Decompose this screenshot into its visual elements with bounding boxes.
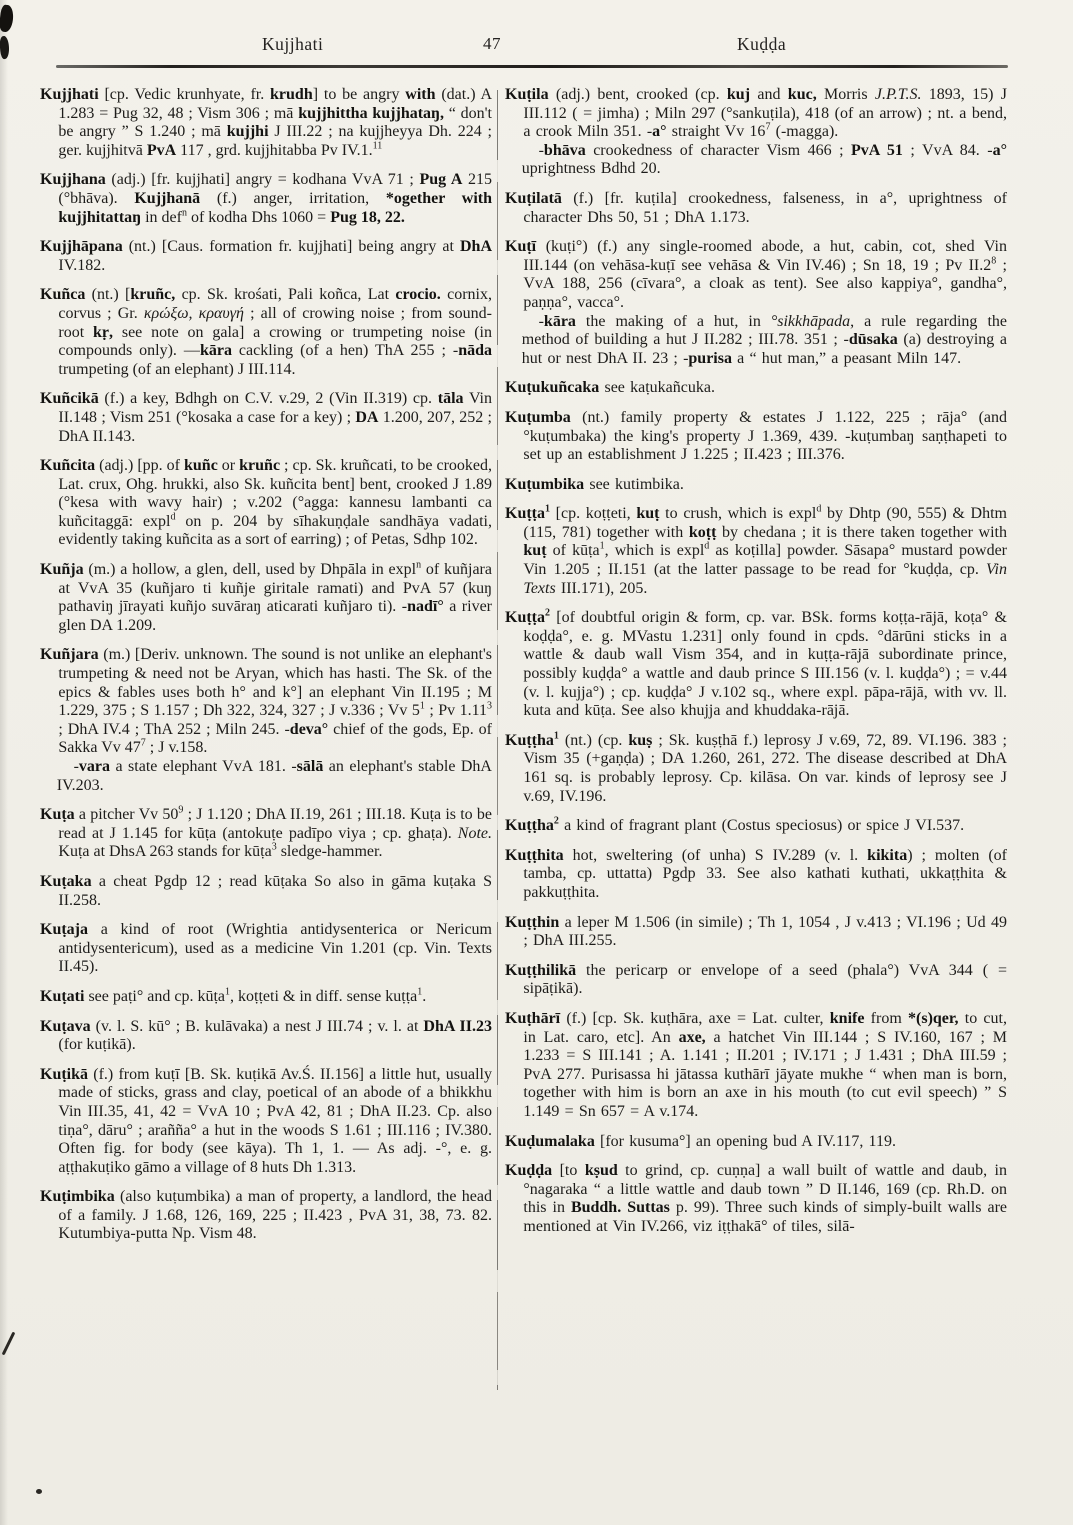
text-segment: 9 [178, 804, 184, 816]
headword: Kuñja [40, 561, 84, 579]
headword: Kuṭilatā [505, 189, 562, 207]
text-segment: a leper M 1.506 (in simile) ; Th 1, 1054 , J v.413 ; VI.196 ; Ud 49 ; DhA III.255. [523, 913, 1007, 950]
dictionary-entry [505, 86, 1007, 179]
text-segment: (nt.) [ [85, 286, 131, 304]
dictionary-entry [40, 171, 492, 227]
dictionary-entry [40, 806, 492, 862]
text-segment: cp. Sk. krośati, Pali koñca, Lat [175, 286, 396, 304]
text-segment: (nt.) family property & estates J 1.122, 225 ; rāja° (and °kuṭumbaka) the king's property J 1.369, 439. -kuṭumbaŋ saṇṭhapeti to set up an establishment J 1.225 ; II.423 ; III.376. [523, 408, 1007, 464]
text-segment: kuj [726, 86, 751, 103]
text-segment: (-magga). [770, 123, 839, 141]
column-gutter [492, 86, 505, 1244]
text-segment: Buddh. [570, 1199, 622, 1217]
dictionary-entry [505, 379, 1007, 398]
entry-compound-line [40, 758, 492, 795]
text-segment: Morris [816, 86, 875, 103]
header-rule [56, 65, 1008, 68]
text-segment: n [416, 559, 422, 571]
text-segment: kāra [199, 342, 232, 360]
text-segment: [cp. Vedic krunhyate, fr. [98, 86, 271, 103]
text-segment: a° [992, 141, 1007, 159]
entry-text [505, 914, 1007, 951]
text-segment: the pericarp or envelope of a seed (phala°) VvA 344 ( = sipāṭikā). [523, 961, 1007, 998]
text-segment: a pitcher Vv 50 [74, 806, 179, 824]
text-segment: , a rule regarding the method of building a hut J II.282 ; III.78. 351 ; - [521, 312, 1007, 349]
text-segment: kuc, [787, 86, 817, 103]
text-segment: from [864, 1009, 909, 1027]
text-segment: ; all of crowing noise ; from sound-root [58, 304, 492, 341]
dictionary-entry [505, 505, 1007, 598]
text-segment: kuṭ [523, 542, 547, 560]
dictionary-entry [505, 1133, 1007, 1152]
text-segment: (m.) [Deriv. unknown. The sound is not unlike an elephant's trumpeting & need not be Aryan, which has hasti. The Sk. of the epics & fables uses both h° and k°] an elephant Vin II.195 ; M 1.229, 375 ; S 1.157 ; Dh 322, 324, 327 ; J v.336 ; Vv 5 [58, 646, 492, 720]
text-segment: bhāva [543, 141, 586, 159]
text-segment: DhA [459, 238, 492, 256]
dictionary-entry [505, 1162, 1007, 1236]
text-segment: (adj.) bent, crooked (cp. [548, 86, 727, 103]
entry-text [40, 171, 492, 227]
text-segment: kṣud [584, 1162, 618, 1180]
text-segment: J.P.T.S. [874, 86, 922, 103]
entry-text [40, 1066, 492, 1178]
text-segment: (dat.) A 1.283 = Pug 32, 48 ; Vism 306 ; mā [58, 86, 493, 122]
entry-text [505, 409, 1007, 465]
text-segment: J III.22 ; na kujjheyya Dh. 224 ; ger. kujjhitvā [58, 123, 492, 159]
text-segment: 1 [599, 541, 605, 553]
text-segment: - [73, 758, 79, 775]
text-segment: *(s)qer, [908, 1009, 959, 1027]
text-segment: see kaṭukañcuka. [599, 379, 715, 397]
headword: Kujjhati [40, 86, 99, 103]
text-segment: ; VvA 84. - [902, 141, 993, 159]
text-segment: nadī° [407, 598, 444, 616]
entry-text [40, 1188, 492, 1244]
dictionary-entry [505, 238, 1007, 368]
text-segment: 2 [553, 815, 559, 827]
headword: Kuñjara [40, 646, 99, 664]
text-segment: n [181, 207, 187, 219]
dictionary-entry [40, 561, 492, 635]
text-segment: kuñc [184, 457, 218, 475]
text-segment: by chedana ; it is there taken together with [716, 523, 1007, 541]
entry-text [505, 379, 1007, 398]
text-segment: 8 [991, 255, 997, 267]
text-segment: (adj.) [fr. kujjhati] angry = kodhana VvA 71 ; [105, 171, 420, 189]
dictionary-entry [40, 646, 492, 795]
text-segment: IV.182. [58, 256, 106, 274]
left-column [40, 86, 492, 1244]
text-segment: knife [829, 1009, 865, 1027]
text-segment: nāda [458, 342, 493, 360]
text-segment: III.171), 205. [555, 579, 648, 597]
text-segment: uprightness Bdhd 20. [521, 160, 661, 178]
text-segment: 1 [545, 503, 550, 515]
text-segment: cornix, corvus ; Gr. [58, 286, 492, 322]
page-body [40, 86, 1007, 1244]
scan-artifact [36, 1489, 42, 1494]
text-segment: (f.) [fr. kuṭila] crookedness, falseness, in a°, uprightness of character Dhs 50, 51 ; DhA 1.173. [523, 189, 1007, 226]
text-segment: 3 [271, 842, 277, 854]
text-segment: (adj.) [pp. of [95, 457, 184, 475]
dictionary-entry [505, 732, 1007, 806]
text-segment: , koṭṭeti & in diff. sense kuṭṭa [230, 987, 418, 1005]
text-segment: (a) destroying a hut or nest DhA II. 23 ; - [521, 331, 1007, 367]
text-segment: an elephant's stable DhA IV.203. [56, 758, 492, 794]
text-segment: (kuṭi°) (f.) any single-roomed abode, a hut, cabin, cot, shed Vin III.144 (on vehāsa-kuṭī see vehāsa & Vin IV.46) ; Sn 18, 19 ; Pv II.2 [523, 238, 1007, 274]
entry-text [40, 988, 492, 1007]
text-segment: on p. 204 by sīhakuṇḍale sandhāya vadati, evidently taking kuñcita as a sort of earring) ; of Petas, Sdhp 102. [58, 512, 492, 549]
text-segment: (f.) [cp. Sk. kuṭhāra, axe = Lat. culter, [560, 1009, 830, 1027]
entry-text [505, 847, 1007, 903]
dictionary-entry [40, 1018, 492, 1055]
headword: Kuṭī [505, 238, 537, 256]
text-segment: by Dhtp (90, 555) & Dhtm (115, 781) together with [523, 505, 1007, 541]
right-column [505, 86, 1007, 1236]
dictionary-entry [505, 409, 1007, 465]
text-segment: [for kusuma°] an opening bud A IV.117, 119. [594, 1132, 896, 1150]
text-segment: (nt.) (cp. [558, 731, 629, 749]
text-segment: of kodha Dhs 1060 = [186, 208, 331, 226]
text-segment: (nt.) [Caus. formation fr. kujjhati] being angry at [122, 238, 460, 256]
text-segment: Suttas [627, 1199, 670, 1217]
text-segment: kikita [867, 846, 908, 864]
text-segment: [of doubtful origin & form, cp. var. BSk. forms koṭṭa-rājā, koṭa° & koḍḍa°, e. g. MVastu 1.231] only found in cpds. °dārūni sticks in a wattle & daub wall Vism 354, and in kuṭṭa-rājā subordinate prince, possibly kuḍḍa° a wattle and daub prince S III.156 (v. l. kuḍḍa°) ; = v.44 (v. l. kujja°) ; cp. kuḍḍa° J v.102 sq., where expl. pāpa-rājā, with vv. ll. kuta and kūṭa. See also khujja and khuddaka-rājā. [523, 609, 1007, 720]
scan-artifact [0, 4, 15, 32]
scan-edge-shade [0, 0, 8, 1525]
text-segment: ; DhA IV.4 ; ThA 252 ; Miln 245. - [58, 720, 290, 738]
text-segment: 7 [765, 121, 771, 133]
headword: Kuñca [40, 286, 86, 304]
text-segment: 117 , grd. kujjhitabba Pv IV.1. [176, 141, 373, 159]
text-segment: , which is expl [604, 542, 705, 560]
text-segment: 1893, 15) J III.112 ( = jimha) ; Miln 297 (°sankuṭila), 418 (of an arrow) ; nt. a bend, a crook Miln 351. - [523, 86, 1007, 141]
text-segment: - [538, 141, 544, 159]
text-segment: *ogether with kujjhitattaŋ [58, 189, 492, 226]
entry-text [40, 921, 492, 977]
entry-text [505, 190, 1007, 227]
dictionary-entry [505, 962, 1007, 999]
entry-compound-line [505, 142, 1007, 179]
text-segment: [cp. koṭṭeti, [550, 505, 637, 523]
entry-text [40, 86, 492, 160]
text-segment: cackling (of a hen) ThA 255 ; - [231, 342, 459, 360]
text-segment: kujjhittha kujjhataŋ, [298, 104, 444, 122]
text-segment: and [750, 86, 788, 103]
text-segment: (v. l. S. kū° ; B. kulāvaka) a nest J III.74 ; v. l. at [90, 1017, 424, 1035]
dictionary-entry [505, 914, 1007, 951]
headword: Kuṭaja [40, 921, 88, 939]
entry-text [505, 962, 1007, 999]
dictionary-entry [40, 1066, 492, 1178]
dictionary-entry [505, 847, 1007, 903]
text-segment: a kind of fragrant plant (Costus speciosus) or spice J VI.537. [558, 817, 965, 835]
dictionary-entry [505, 817, 1007, 836]
text-segment: (m.) a hollow, a glen, dell, used by Dhpāla in expl [83, 561, 417, 579]
entry-text [40, 1018, 492, 1055]
text-segment: in def [141, 208, 182, 226]
entry-text [505, 238, 1007, 312]
text-segment: ] to be angry [312, 86, 406, 103]
text-segment: deva° [289, 720, 329, 738]
text-segment: ; Sk. kuṣṭhā f.) leprosy J v.69, 72, 89. VI.196. 383 ; Vism 35 (+gaṇḍa) ; DA 1.260, 261, 272. The disease described at DhA 161 sq. is probably leprosy. Cp. kilāsa. On var. kinds of leprosy see J v.69, IV.196. [523, 731, 1007, 805]
headword: Kuṭukuñcaka [505, 379, 600, 397]
text-segment: kruñc, [130, 286, 176, 304]
text-segment: or [217, 457, 240, 475]
dictionary-entry [40, 238, 492, 275]
page-number: 47 [483, 34, 501, 53]
text-segment: a river glen DA 1.209. [58, 598, 493, 634]
text-segment: Vin Texts [523, 561, 1007, 597]
dictionary-entry [40, 921, 492, 977]
entry-text [40, 390, 492, 446]
headword: Kuṭṭa [505, 505, 545, 523]
text-segment: koṭṭ [688, 523, 717, 541]
text-segment: kujjhi [226, 123, 269, 141]
text-segment: 1 [417, 986, 423, 998]
text-segment: (also kuṭumbika) a man of property, a landlord, the head of a family. J 1.68, 126, 169, 225 ; II.423 , PvA 31, 38, 73. 82. Kutumbiya-putta Np. Vism 48. [58, 1188, 492, 1243]
text-segment: - [538, 312, 544, 330]
text-segment: krudh [270, 86, 313, 103]
text-segment: d [170, 511, 176, 523]
entry-text [505, 476, 1007, 495]
dictionary-entry [40, 1188, 492, 1244]
text-segment: 3 [487, 700, 493, 712]
text-segment: 2 [545, 607, 550, 619]
text-segment: tāla [437, 390, 464, 408]
text-segment: 1 [225, 986, 231, 998]
entry-text [505, 732, 1007, 806]
entry-text [505, 1010, 1007, 1122]
text-segment: chief of the gods, Ep. of Sakka Vv 47 [58, 720, 492, 757]
text-segment: ; cp. Sk. kruñcati, to be crooked, Lat. crux, Ohg. hrukki, also Sk. kuñcita bent] bent, crooked J 1.89 (°kesa with wavy hair) ; v.202 (°agga: kannesu lambanti ca kuñcitaggā: expl [58, 457, 493, 530]
dictionary-entry [505, 1010, 1007, 1122]
headword: Kuṭhārī [505, 1009, 561, 1027]
headword: Kuṭṭha [505, 817, 554, 835]
entry-text [505, 505, 1007, 598]
entry-text [40, 561, 492, 635]
text-segment: purisa [688, 349, 732, 367]
dictionary-entry [40, 873, 492, 910]
text-segment: kāra [543, 312, 576, 330]
text-segment: Note. [457, 824, 492, 842]
headword: Kuṭumbika [505, 475, 585, 493]
text-segment: trumpeting (of an elephant) J III.114. [58, 360, 296, 378]
headword: Kuṭila [505, 86, 549, 103]
text-segment: “ don't be angry ” S 1.240 ; mā [58, 104, 492, 141]
column-divider-line [497, 90, 498, 1390]
text-segment: hot, sweltering (of unha) S IV.289 (v. l. [563, 846, 868, 864]
headword: Kujjhāpana [40, 238, 123, 256]
text-segment: ; J 1.120 ; DhA II.19, 261 ; III.18. Kuṭa is to be read at J 1.145 for kūṭa (antokuṭe padīpo viya ; cp. ghaṭa). [58, 806, 493, 842]
text-segment: (f.) from kuṭī [B. Sk. kuṭikā Av.Ś. II.156] a little hut, usually made of sticks, grass and clay, poetical of an abode of a bhikkhu Vin III.35, 41, 42 = VvA 10 ; PvA 42, 81 ; DhA II.23. Cp. also tiṇa°, dāru° ; arañña° a hut in the woods S 1.61 ; III.116 ; IV.380. Often fig. for body (see kāya). Th 1, 1. — As adj. -°, e. g. aṭṭhakuṭiko gāmo a village of 8 huts Dh 1.313. [58, 1065, 492, 1176]
headword: Kuḍḍa [505, 1162, 553, 1180]
text-segment: ; Pv 1.11 [424, 702, 488, 720]
text-segment: d [816, 503, 822, 515]
text-segment: to crush, which is expl [659, 505, 817, 523]
text-segment: p. 99). Three such kinds of simply-built walls are mentioned at Vin IV.266, viz iṭṭhakā° of tiles, silā- [523, 1199, 1007, 1235]
text-segment: to grind, cp. cuṇṇa] a wall built of wattle and daub, in °nagaraka “ a little wattle and daub town ” D II.146, 169 (cp. Rh.D. on this in [523, 1162, 1007, 1217]
headword: Kuṭumba [505, 408, 571, 426]
text-segment: ; J v.158. [145, 739, 208, 757]
headword: Kuṭṭhilikā [505, 961, 577, 979]
text-segment: κρώξω, κραυγή [143, 304, 244, 322]
header-keyword-left: Kujjhati [262, 34, 324, 54]
text-segment: a state elephant VvA 181. - [110, 758, 297, 775]
text-segment: kṛ, [93, 323, 114, 341]
entry-text [40, 286, 492, 379]
text-segment: sālā [296, 758, 324, 775]
headword: Kujjhana [40, 171, 106, 189]
text-segment: (f.) a key, Bdhgh on C.V. v.29, 2 (Vin II.319) cp. [98, 390, 438, 408]
text-segment: the making of a hut, in [575, 312, 771, 330]
text-segment: sledge-hammer. [276, 843, 383, 861]
text-segment: kuṭ [636, 505, 660, 523]
text-segment: with [405, 86, 436, 103]
text-segment: crocio. [395, 286, 441, 304]
text-segment: to cut, in Lat. caro, etc]. An [523, 1009, 1007, 1046]
text-segment: a cheat Pgdp 12 ; read kūṭaka So also in gāma kuṭaka S II.258. [58, 872, 492, 909]
text-segment: Kujjhanā [134, 189, 201, 207]
entry-text [40, 457, 492, 550]
entry-text [505, 1133, 1007, 1152]
text-segment: dūsaka [848, 331, 898, 349]
text-segment: see kutimbika. [584, 475, 684, 493]
text-segment: Pug 18, 22. [330, 208, 405, 226]
text-segment: Kuṭa at DhsA 263 stands for kūṭa [58, 843, 272, 861]
text-segment: as koṭilla] powder. Sāsapa° mustard powder Vin 1.205 ; II.151 (at the latter passage to be read for °kuḍḍa, cp. [523, 542, 1007, 579]
dictionary-entry [505, 190, 1007, 227]
headword: Kuṭṭhin [505, 913, 560, 931]
text-segment: a “ hut man,” a peasant Miln 147. [731, 349, 962, 367]
dictionary-entry [505, 476, 1007, 495]
entry-text [505, 609, 1007, 721]
text-segment: °sikkhāpada [770, 312, 851, 330]
text-segment: see note on gala] a crowing or trumpeting noise (in compounds only). — [58, 323, 492, 360]
dictionary-entry [505, 609, 1007, 721]
text-segment: a kind of root (Wrightia antidysenterica or Nericum antidysentericum), used as a medicine Vin 1.201 (cp. Vin. Texts II.45). [58, 921, 492, 976]
dictionary-entry [40, 86, 492, 160]
entry-text [40, 646, 492, 758]
text-segment: d [704, 541, 710, 553]
entry-text [40, 873, 492, 910]
headword: Kuṭṭha [505, 731, 554, 749]
entry-text [40, 238, 492, 275]
text-segment: see paṭi° and cp. kūṭa [84, 987, 226, 1005]
headword: Kuṭimbika [40, 1188, 115, 1206]
text-segment: (f.) anger, irritation, [200, 189, 386, 207]
text-segment: PvA 51 [851, 141, 903, 159]
entry-text [505, 86, 1007, 142]
headword: Kuñcikā [40, 390, 99, 408]
entry-compound-line [505, 313, 1007, 369]
scan-artifact [0, 36, 10, 60]
text-segment: straight Vv 16 [666, 123, 766, 141]
text-segment: PvA [146, 141, 177, 159]
text-segment: Pug A [419, 171, 463, 189]
text-segment: 215 (°bhāva). [58, 171, 492, 207]
dictionary-entry [40, 286, 492, 379]
entry-text [40, 806, 492, 862]
headword: Kuṭṭhita [505, 846, 564, 864]
headword: Kuṭati [40, 987, 85, 1005]
dictionary-entry [40, 457, 492, 550]
text-segment: (for kuṭikā). [58, 1036, 136, 1054]
text-segment: kruñc [239, 457, 281, 475]
headword: Kuñcita [40, 457, 96, 475]
headword: Kuṭṭa [505, 609, 545, 627]
dictionary-entry [40, 390, 492, 446]
text-segment: 1 [553, 730, 559, 742]
text-segment: of kuñjara at VvA 35 (kuñjaro ti kuñje giritale ramati) and PvA 57 (kuŋ pathaviŋ jīrayati kuñjo suvāraŋ aticarati kuñjaro ti). - [58, 561, 492, 616]
text-segment: ) ; molten (of tamba, cp. uttatta) Pgdp 33. See also kathati kuthati, ukkaṭṭhita & pakkuṭṭhita. [523, 846, 1008, 901]
headword: Kuṭaka [40, 872, 92, 890]
dictionary-entry [40, 988, 492, 1007]
text-segment: 7 [140, 738, 146, 750]
text-segment: [to [552, 1162, 585, 1180]
headword: Kuṭava [40, 1017, 91, 1035]
headword: Kuṭikā [40, 1065, 89, 1083]
text-segment: 1.200, 207, 252 ; DhA II.143. [58, 408, 492, 445]
text-segment: vara [78, 758, 111, 775]
entry-text [505, 1162, 1007, 1236]
text-segment: a hatchet Vin III.144 ; S IV.160, 167 ; M 1.233 = S III.141 ; A. 1.141 ; II.201 ; IV.171 ; J 1.431 ; DhA III.59 ; PvA 277. Purisassa hi jātassa kuthārī jāyate mukhe “ when man is born, together with him is born an axe in his mouth (to cut evil speech) ” S 1.149 = Sn 657 = A v.174. [523, 1028, 1007, 1120]
text-segment: 11 [372, 140, 383, 152]
text-segment: Vin II.148 ; Vism 251 (°kosaka a case for a key) ; [58, 390, 493, 426]
text-segment: of kūṭa [546, 542, 600, 560]
text-segment: kuṣ [628, 731, 653, 749]
text-segment: DA [355, 408, 379, 426]
text-segment: DhA II.23 [423, 1017, 493, 1035]
header-keyword-right: Kuḍḍa [737, 34, 787, 54]
entry-text [505, 817, 1007, 836]
headword: Kuḍumalaka [505, 1132, 595, 1150]
text-segment: . [422, 987, 427, 1005]
text-segment: a° [652, 123, 667, 141]
text-segment: 1 [419, 700, 425, 712]
text-segment: crookedness of character Vism 466 ; [585, 141, 851, 159]
text-segment: ; VvA 188, 256 (cīvara°, a cloak as tent). See also kappiya°, gandha°, paṇṇa°, vacca°. [523, 256, 1007, 311]
headword: Kuṭa [40, 806, 75, 824]
text-segment: axe, [678, 1028, 706, 1046]
